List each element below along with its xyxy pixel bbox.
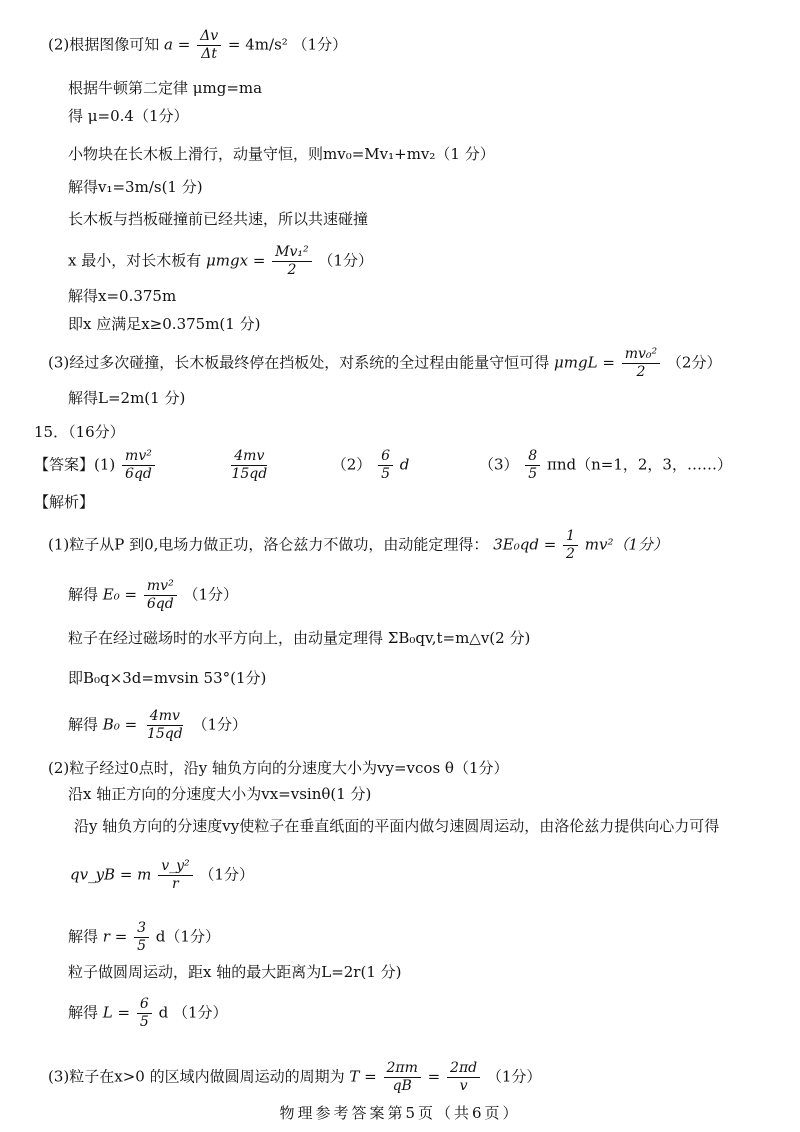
line-L-value: 解得L=2m(1 分) (68, 389, 186, 407)
formula: B₀ = (102, 715, 138, 734)
line-B0-eq: 即B₀q×3d=mvsin 53°(1分) (68, 669, 267, 687)
line-r (68, 920, 220, 955)
line-max-distance: 粒子做圆周运动，距x 轴的最大距离为L=2r(1 分) (68, 963, 402, 981)
formula: μmgL = (554, 353, 615, 372)
fraction-denominator: Δt (201, 46, 217, 62)
fraction-numerator: Mv₁² (272, 244, 311, 262)
text: d（1分） (155, 927, 220, 946)
fraction-denominator: 5 (528, 466, 538, 482)
fraction-denominator: 5 (137, 938, 147, 954)
line-v1: 解得v₁=3m/s(1 分) (68, 178, 203, 196)
line-circular-motion: 沿y 轴负方向的分速度vy使粒子在垂直纸面的平面内做匀速圆周运动，由洛伦兹力提供向心力可得 (74, 817, 720, 835)
fraction-numerator: 4mv (231, 448, 267, 466)
fraction-denominator: 15qd (231, 466, 268, 482)
formula: E₀ = (102, 585, 138, 604)
formula: r = (102, 927, 128, 946)
text: 【答案】(1) (34, 455, 116, 474)
formula: L = (102, 1003, 131, 1022)
text: d (399, 455, 410, 474)
fraction-denominator: 15qd (146, 726, 183, 742)
fraction-numerator: mv² (122, 448, 155, 466)
text: 解得 (68, 585, 99, 604)
page-footer: 物理参考答案第5页（共6页） (279, 1104, 521, 1122)
fraction-numerator: 3 (134, 920, 149, 938)
text: (3)粒子在x>0 的区域内做圆周运动的周期为 (48, 1067, 345, 1086)
fraction-denominator: 6qd (125, 466, 152, 482)
text: （2分） (666, 353, 722, 372)
line-E0 (68, 578, 238, 613)
fraction-numerator: 2πd (447, 1060, 480, 1078)
fraction (197, 28, 221, 63)
fraction-numerator: v_y² (158, 858, 192, 876)
line-energy-theorem (48, 528, 668, 563)
text: (2)根据图像可知 (48, 35, 160, 54)
fraction-numerator: 6 (137, 996, 152, 1014)
text: πnd（n=1，2，3，……） (546, 455, 732, 474)
line-mu: 得 μ=0.4（1分） (68, 107, 189, 125)
fraction (384, 1060, 421, 1095)
text: 解得 (68, 927, 99, 946)
fraction (447, 1060, 480, 1095)
fraction (525, 448, 540, 483)
text: x 最小，对长木板有 (68, 251, 202, 270)
formula: 3E₀qd = (493, 535, 557, 554)
fraction-numerator: 1 (563, 528, 578, 546)
fraction (378, 448, 393, 483)
fraction (563, 528, 578, 563)
question-15-title: 15．（16分） (34, 423, 125, 441)
text: 解得 (68, 715, 99, 734)
fraction-numerator: 2πm (384, 1060, 421, 1078)
fraction-numerator: Δv (197, 28, 221, 46)
line-L (68, 996, 228, 1031)
fraction (622, 346, 660, 381)
fraction (134, 920, 149, 955)
fraction-denominator: 2 (636, 364, 646, 380)
formula: a = (164, 35, 191, 54)
text: = (427, 1067, 441, 1086)
text: （1分） (199, 865, 254, 884)
fraction-denominator: 2 (287, 262, 297, 278)
line-B0 (68, 708, 247, 743)
fraction-numerator: 8 (525, 448, 540, 466)
line-lorentz (70, 858, 254, 893)
line-newton: 根据牛顿第二定律 μmg=ma (68, 79, 263, 97)
fraction (272, 244, 311, 279)
line-period (48, 1060, 541, 1095)
fraction (144, 578, 177, 613)
fraction-numerator: 4mv (147, 708, 183, 726)
fraction-denominator: 5 (139, 1014, 149, 1030)
formula: qv_yB = m (70, 865, 152, 884)
fraction-denominator: v (459, 1078, 468, 1094)
fraction (158, 858, 192, 893)
text: （1分） (192, 715, 248, 734)
line-momentum: 小物块在长木板上滑行，动量守恒，则mv₀=Mv₁+mv₂（1 分） (68, 145, 495, 163)
text: (1)粒子从P 到0,电场力做正功，洛仑兹力不做功，由动能定理得： (48, 535, 489, 554)
text: （1分） (318, 251, 373, 270)
formula: mv²（1分） (584, 535, 669, 554)
fraction-numerator: mv² (144, 578, 177, 596)
line-common-speed: 长木板与挡板碰撞前已经共速，所以共速碰撞 (68, 210, 369, 228)
fraction-denominator: qB (392, 1078, 412, 1094)
text: (3)经过多次碰撞，长木板最终停在挡板处，对系统的全过程由能量守恒可得 (48, 353, 550, 372)
text: （2） (331, 455, 372, 474)
fraction (137, 996, 152, 1031)
fraction (122, 448, 155, 483)
line-answer (34, 448, 732, 483)
line-x-value: 解得x=0.375m (68, 287, 177, 305)
text: （3） (478, 455, 519, 474)
line-impulse: 粒子在经过磁场时的水平方向上，由动量定理得 ΣB₀qv,t=m△v(2 分) (68, 629, 531, 647)
fraction-numerator: mv₀² (622, 346, 660, 364)
fraction (228, 448, 270, 483)
fraction-denominator: 6qd (146, 596, 174, 612)
text: （1分） (183, 585, 239, 604)
text: = 4m/s² （1分） (227, 35, 348, 54)
analysis-heading: 【解析】 (34, 493, 95, 511)
line-x-condition: 即x 应满足x≥0.375m(1 分) (68, 315, 261, 333)
text: 解得 (68, 1003, 99, 1022)
fraction (144, 708, 186, 743)
line-energy (48, 346, 721, 381)
fraction-numerator: 6 (378, 448, 393, 466)
line-x-min (68, 244, 373, 279)
line-vx: 沿x 轴正方向的分速度大小为vx=vsinθ(1 分) (68, 785, 372, 803)
text: （1分） (486, 1067, 542, 1086)
fraction-denominator: r (172, 876, 179, 892)
formula: μmgx = (206, 251, 266, 270)
text: d （1分） (158, 1003, 228, 1022)
line-vy: (2)粒子经过0点时，沿y 轴负方向的分速度大小为vy=vcos θ（1分） (48, 759, 509, 777)
fraction-denominator: 5 (381, 466, 390, 482)
fraction-denominator: 2 (566, 546, 575, 562)
formula: T = (349, 1067, 377, 1086)
line-accel (48, 28, 347, 63)
